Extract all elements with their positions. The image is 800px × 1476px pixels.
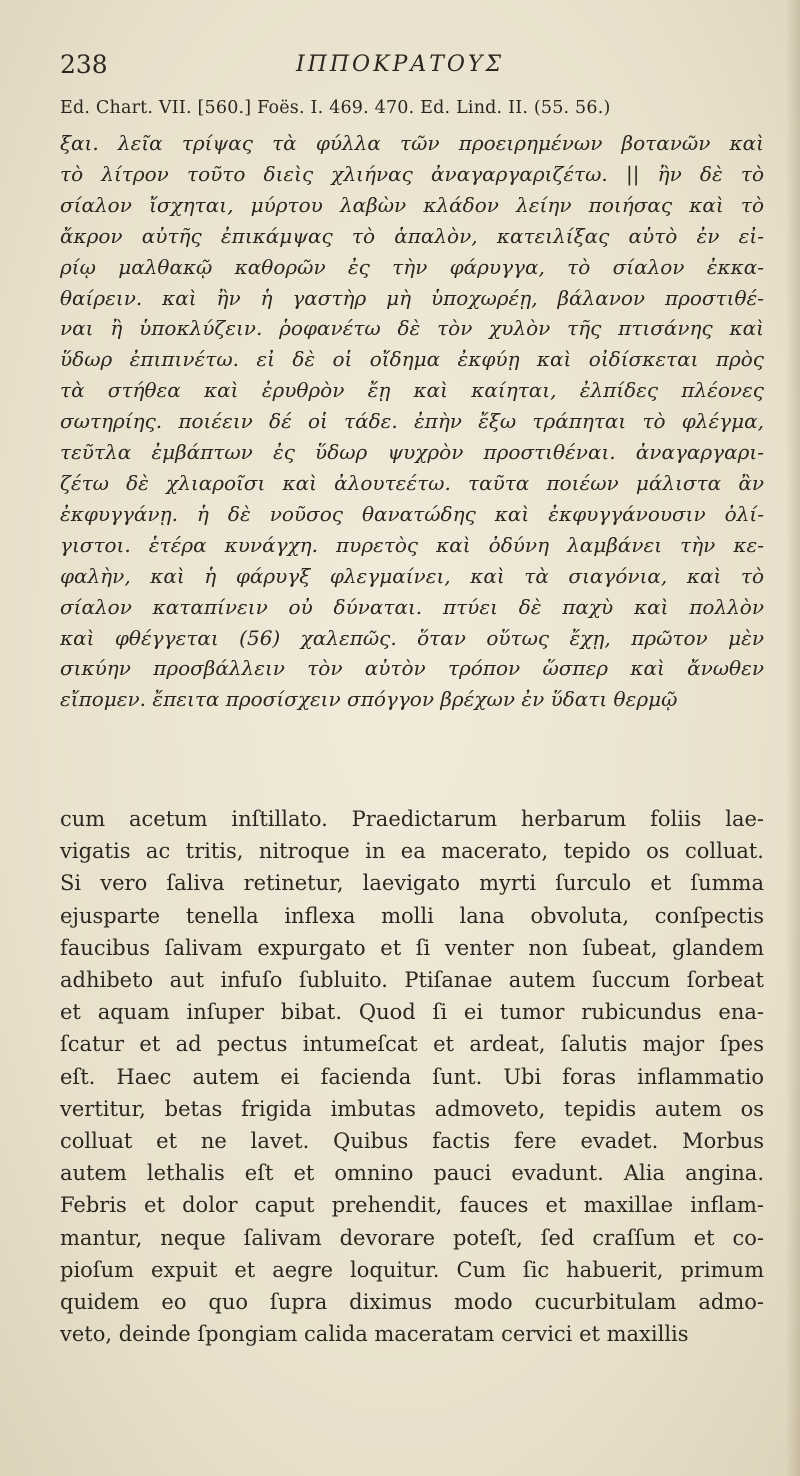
greek-text-line: σίαλον ἴσχηται, μύρτου λαβὼν κλάδον λείην ποιήσας καὶ τὸ — [60, 192, 764, 217]
latin-text-line: vigatis ac tritis, nitroque in ea macerato, tepido os colluat. — [60, 839, 764, 864]
latin-text-line: ejusparte tenella inflexa molli lana obvoluta, conſpectis — [60, 903, 764, 928]
greek-text-line: ὕδωρ ἐπιπινέτω. εἰ δὲ οἱ οἴδημα ἐκφύῃ καὶ οἰδίσκεται πρὸς — [60, 347, 764, 372]
page-header — [60, 50, 740, 90]
latin-text-line: faucibus ſalivam expurgato et ſi venter non ſubeat, glandem — [60, 935, 764, 960]
latin-text-line: ſcatur et ad pectus intumeſcat et ardeat, ſalutis major ſpes — [60, 1032, 764, 1057]
latin-text-line: quidem eo quo ſupra diximus modo cucurbitulam admo- — [60, 1290, 764, 1315]
latin-text-line: veto, deinde ſpongiam calida maceratam cervici et maxillis — [60, 1322, 689, 1347]
greek-text-line: φαλὴν, καὶ ἡ φάρυγξ φλεγμαίνει, καὶ τὰ σιαγόνια, καὶ τὸ — [60, 563, 764, 588]
greek-text-line: ζέτω δὲ χλιαροῖσι καὶ ἀλουτεέτω. ταῦτα ποιέων μάλιστα ἂν — [60, 470, 764, 495]
latin-text-line: adhibeto aut infuſo ſubluito. Ptiſanae autem ſuccum ſorbeat — [60, 968, 764, 993]
page-edge-shadow — [786, 0, 800, 1476]
latin-text-line: autem lethalis eſt et omnino pauci evadunt. Alia angina. — [60, 1161, 764, 1186]
greek-text-line: καὶ φθέγγεται (56) χαλεπῶς. ὅταν οὕτως ἔχῃ, πρῶτον μὲν — [60, 625, 764, 650]
greek-text-line: ξαι. λεῖα τρίψας τὰ φύλλα τῶν προειρημένων βοτανῶν καὶ — [60, 131, 764, 155]
greek-text-line: τὰ στήθεα καὶ ἐρυθρὸν ἔῃ καὶ καίηται, ἐλπίδες πλέονες — [60, 378, 764, 403]
latin-text-line: mantur, neque ſalivam devorare poteſt, ſed craſſum et co- — [60, 1225, 764, 1250]
latin-text-line: eſt. Haec autem ei facienda ſunt. Ubi foras inflammatio — [60, 1064, 764, 1089]
greek-text-line: ἐκφυγγάνῃ. ἡ δὲ νοῦσος θανατώδης καὶ ἐκφυγγάνουσιν ὀλί- — [60, 501, 764, 526]
greek-text — [60, 128, 764, 715]
greek-text-line: ἄκρον αὐτῆς ἐπικάμψας τὸ ἁπαλὸν, κατειλίξας αὐτὸ ἐν εἰ- — [60, 223, 764, 248]
latin-text-line: colluat et ne lavet. Quibus factis fere evadet. Morbus — [60, 1129, 764, 1154]
page-number: 238 — [60, 50, 108, 79]
greek-text-line: εἴπομεν. ἔπειτα προσίσχειν σπόγγον βρέχων ἐν ὕδατι θερμῷ — [60, 687, 678, 712]
latin-text-line: Si vero ſaliva retinetur, laevigato myrti ſurculo et ſumma — [60, 871, 764, 896]
running-head: ΙΠΠΟΚΡΑΤΟΥΣ — [295, 52, 504, 77]
greek-text-line: θαίρειν. καὶ ἢν ἡ γαστὴρ μὴ ὑποχωρέῃ, βάλανον προστιθέ- — [60, 285, 764, 310]
greek-text-line: ναι ἢ ὑποκλύζειν. ῥοφανέτω δὲ τὸν χυλὸν τῆς πτισάνης καὶ — [60, 316, 764, 341]
greek-text-line: τεῦτλα ἐμβάπτων ἐς ὕδωρ ψυχρὸν προστιθέναι. ἀναγαργαρι- — [60, 440, 764, 465]
edition-reference: Ed. Chart. VII. [560.] Foës. I. 469. 470. Ed. Lind. II. (55. 56.) — [60, 98, 611, 118]
greek-text-line: τὸ λίτρον τοῦτο διεὶς χλιήνας ἀναγαργαριζέτω. || ἢν δὲ τὸ — [60, 161, 764, 186]
greek-text-line: ρίῳ μαλθακῷ καθορῶν ἐς τὴν φάρυγγα, τὸ σίαλον ἐκκα- — [60, 254, 764, 279]
greek-text-line: γιστοι. ἑτέρα κυνάγχη. πυρετὸς καὶ ὀδύνη λαμβάνει τὴν κε- — [60, 532, 764, 557]
greek-text-line: σίαλον καταπίνειν οὐ δύναται. πτύει δὲ παχὺ καὶ πολλὸν — [60, 594, 764, 619]
latin-text-line: Febris et dolor caput prehendit, fauces et maxillae inflam- — [60, 1193, 764, 1218]
greek-text-line: σικύην προσβάλλειν τὸν αὐτὸν τρόπον ὥσπερ καὶ ἄνωθεν — [60, 656, 764, 681]
latin-text — [60, 803, 764, 1350]
greek-text-line: σωτηρίης. ποιέειν δέ οἱ τάδε. ἐπὴν ἔξω τράπηται τὸ φλέγμα, — [60, 409, 764, 434]
latin-text-line: cum acetum inſtillato. Praedictarum herbarum foliis lae- — [60, 807, 764, 831]
latin-text-line: vertitur, betas frigida imbutas admoveto, tepidis autem os — [60, 1096, 764, 1121]
latin-text-line: et aquam inſuper bibat. Quod ſi ei tumor rubicundus ena- — [60, 1000, 764, 1025]
latin-text-line: pioſum expuit et aegre loquitur. Cum ſic habuerit, primum — [60, 1257, 764, 1282]
